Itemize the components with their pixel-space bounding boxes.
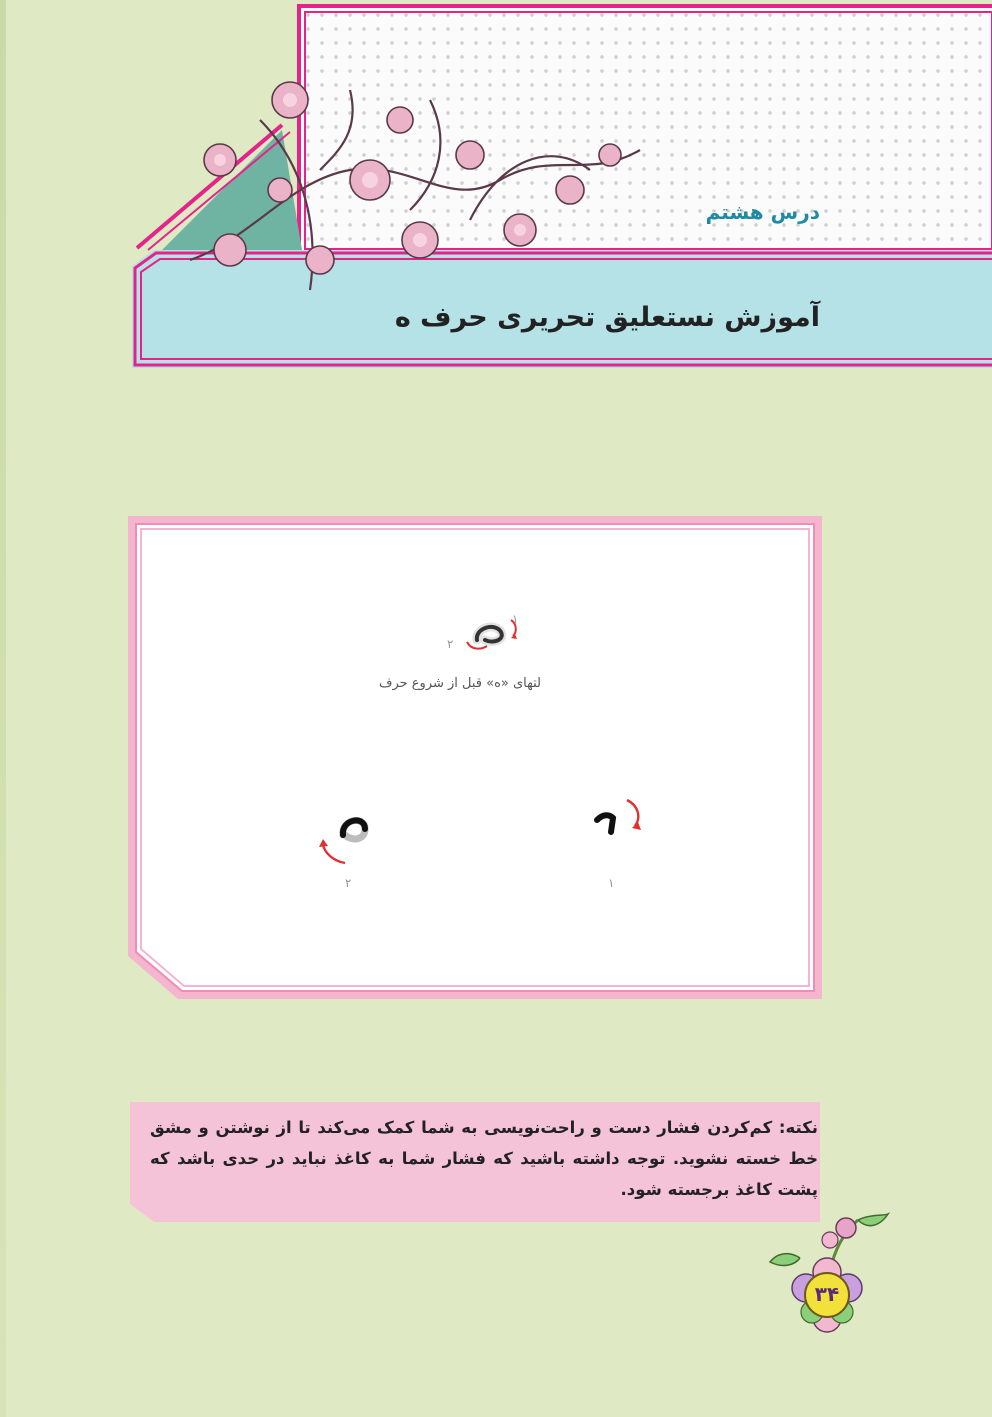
- lesson-title: آموزش نستعلیق تحریری حرف ه: [394, 302, 820, 333]
- step-1-number: ۱: [608, 876, 615, 890]
- step-2-stroke-icon: [315, 805, 375, 870]
- lesson-label: درس هشتم: [705, 200, 820, 224]
- page-edge: [0, 0, 6, 1417]
- floral-ornament-icon: [170, 60, 650, 300]
- figure-caption: لتهای «ه» قبل از شروع حرف: [378, 676, 542, 691]
- stroke-number-1: ۱: [512, 612, 519, 626]
- note-text: نکته: کم‌کردن فشار دست و راحت‌نویسی به شما کمک می‌کند تا از نوشتن و مشق خط خسته نشوید. توجه داشته باشید که فشار شما به کاغذ نباید در حدی باشد که پشت کاغذ برجسته شود.: [150, 1118, 818, 1199]
- letter-he-pen-strokes-icon: [455, 610, 535, 660]
- practice-frame: [128, 516, 822, 999]
- page-number-flower-icon: [760, 1210, 895, 1345]
- step-2-number: ۲: [345, 876, 352, 890]
- stroke-number-2: ۲: [447, 637, 454, 651]
- step-1-stroke-icon: [585, 790, 655, 850]
- page-number: ۳۴: [814, 1282, 840, 1306]
